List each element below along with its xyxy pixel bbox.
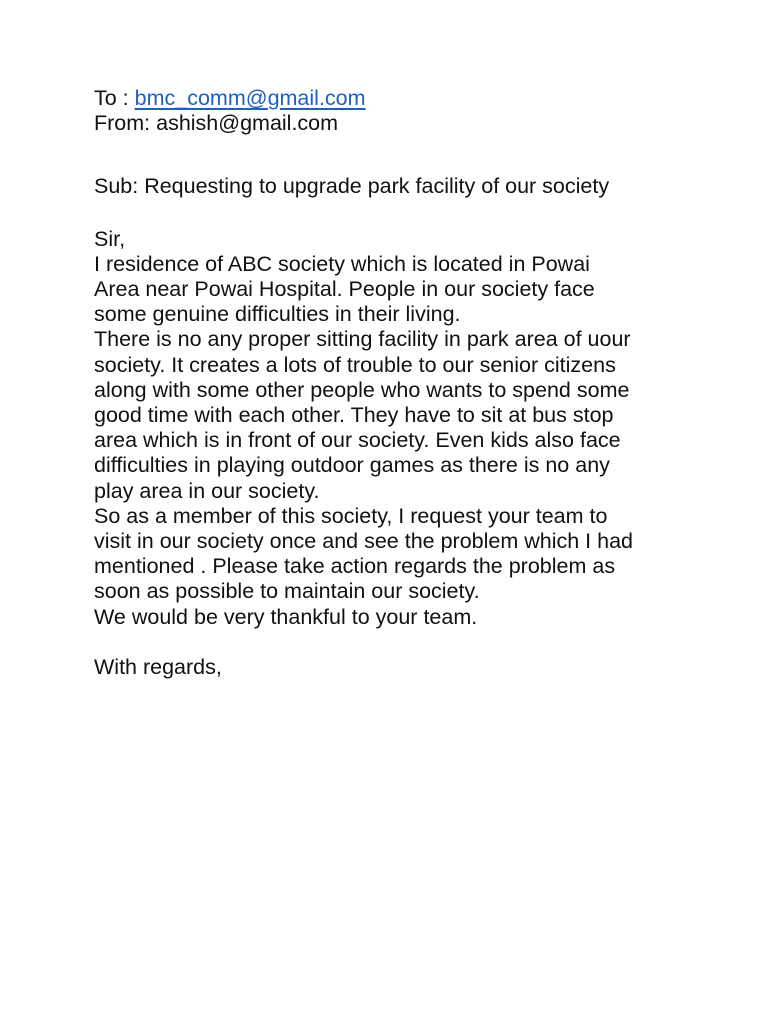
closing: With regards,	[94, 655, 222, 680]
body-line: mentioned . Please take action regards the problem as	[94, 554, 616, 579]
body-line: good time with each other. They have to sit at bus stop	[94, 403, 614, 428]
letter-body	[94, 252, 734, 630]
body-line: soon as possible to maintain our society.	[94, 579, 480, 604]
body-line: We would be very thankful to your team.	[94, 604, 478, 629]
body-line: difficulties in playing outdoor games as there is no any	[94, 453, 610, 478]
body-line: society. It creates a lots of trouble to our senior citizens	[94, 352, 616, 377]
body-line: I residence of ABC society which is located in Powai	[94, 251, 590, 276]
body-line: area which is in front of our society. Even kids also face	[94, 428, 621, 453]
to-email-link[interactable]: bmc_comm@gmail.com	[134, 86, 366, 110]
body-line: play area in our society.	[94, 478, 320, 503]
from-line: From: ashish@gmail.com	[94, 111, 339, 136]
letter	[94, 86, 734, 680]
body-line: Area near Powai Hospital. People in our society face	[94, 277, 595, 302]
body-line: So as a member of this society, I request your team to	[94, 503, 608, 528]
spacer	[94, 630, 734, 655]
spacer	[94, 136, 734, 174]
spacer	[94, 200, 734, 227]
body-line: There is no any proper sitting facility in park area of uour	[94, 327, 631, 352]
body-line: visit in our society once and see the problem which I had	[94, 529, 633, 554]
salutation: Sir,	[94, 226, 126, 251]
to-line	[94, 86, 734, 111]
subject-line: Sub: Requesting to upgrade park facility of our society	[94, 174, 610, 199]
body-line: some genuine difficulties in their living.	[94, 302, 461, 327]
body-line: along with some other people who wants to spend some	[94, 377, 630, 402]
to-label: To :	[94, 86, 135, 110]
